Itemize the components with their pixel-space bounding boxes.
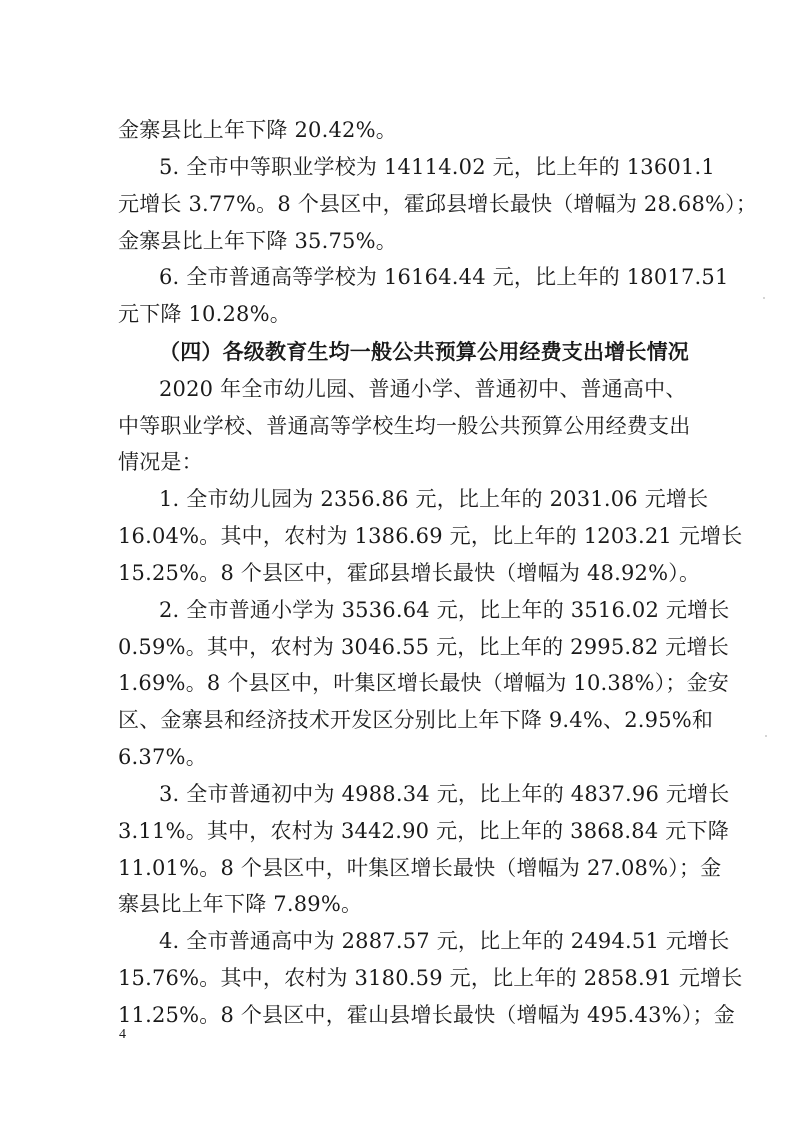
scan-speck: [763, 297, 765, 299]
text-line: 5. 全市中等职业学校为 14114.02 元，比上年的 13601.1: [159, 155, 715, 179]
text-line: 区、金寨县和经济技术开发区分别比上年下降 9.4%、2.95%和: [118, 708, 714, 732]
text-line: 6.37%。: [118, 745, 207, 769]
page-number: 4: [119, 1027, 126, 1042]
text-line: 11.25%。8 个县区中，霍山县增长最快（增幅为 495.43%）；金: [118, 1003, 735, 1027]
text-line: 金寨县比上年下降 35.75%。: [118, 229, 397, 253]
text-line: 金寨县比上年下降 20.42%。: [118, 118, 397, 142]
text-line: 4. 全市普通高中为 2887.57 元，比上年的 2494.51 元增长: [159, 929, 730, 953]
text-line: 3.11%。其中，农村为 3442.90 元，比上年的 3868.84 元下降: [118, 819, 729, 843]
text-line: 元下降 10.28%。: [118, 302, 291, 326]
text-line: 6. 全市普通高等学校为 16164.44 元，比上年的 18017.51: [159, 265, 729, 289]
text-line: 寨县比上年下降 7.89%。: [118, 892, 363, 916]
text-line: 2. 全市普通小学为 3536.64 元，比上年的 3516.02 元增长: [159, 598, 730, 622]
text-line: 1.69%。8 个县区中，叶集区增长最快（增幅为 10.38%）；金安: [118, 671, 729, 695]
text-line: 0.59%。其中，农村为 3046.55 元，比上年的 2995.82 元增长: [118, 635, 729, 659]
text-line: 2020 年全市幼儿园、普通小学、普通初中、普通高中、: [159, 377, 687, 401]
text-line: 情况是：: [118, 450, 203, 474]
text-line: 16.04%。其中，农村为 1386.69 元，比上年的 1203.21 元增长: [118, 524, 743, 548]
text-line: 15.76%。其中，农村为 3180.59 元，比上年的 2858.91 元增长: [118, 966, 743, 990]
text-line: 3. 全市普通初中为 4988.34 元，比上年的 4837.96 元增长: [159, 782, 730, 806]
text-line: 11.01%。8 个县区中，叶集区增长最快（增幅为 27.08%）；金: [118, 856, 722, 880]
scan-speck: [765, 735, 767, 737]
text-line: 15.25%。8 个县区中，霍邱县增长最快（增幅为 48.92%）。: [118, 561, 701, 585]
text-line: 1. 全市幼儿园为 2356.86 元，比上年的 2031.06 元增长: [159, 487, 709, 511]
text-line: 中等职业学校、普通高等学校生均一般公共预算公用经费支出: [118, 414, 691, 438]
section-heading: （四）各级教育生均一般公共预算公用经费支出增长情况: [159, 339, 689, 364]
text-line: 元增长 3.77%。8 个县区中，霍邱县增长最快（增幅为 28.68%）；: [118, 192, 758, 216]
